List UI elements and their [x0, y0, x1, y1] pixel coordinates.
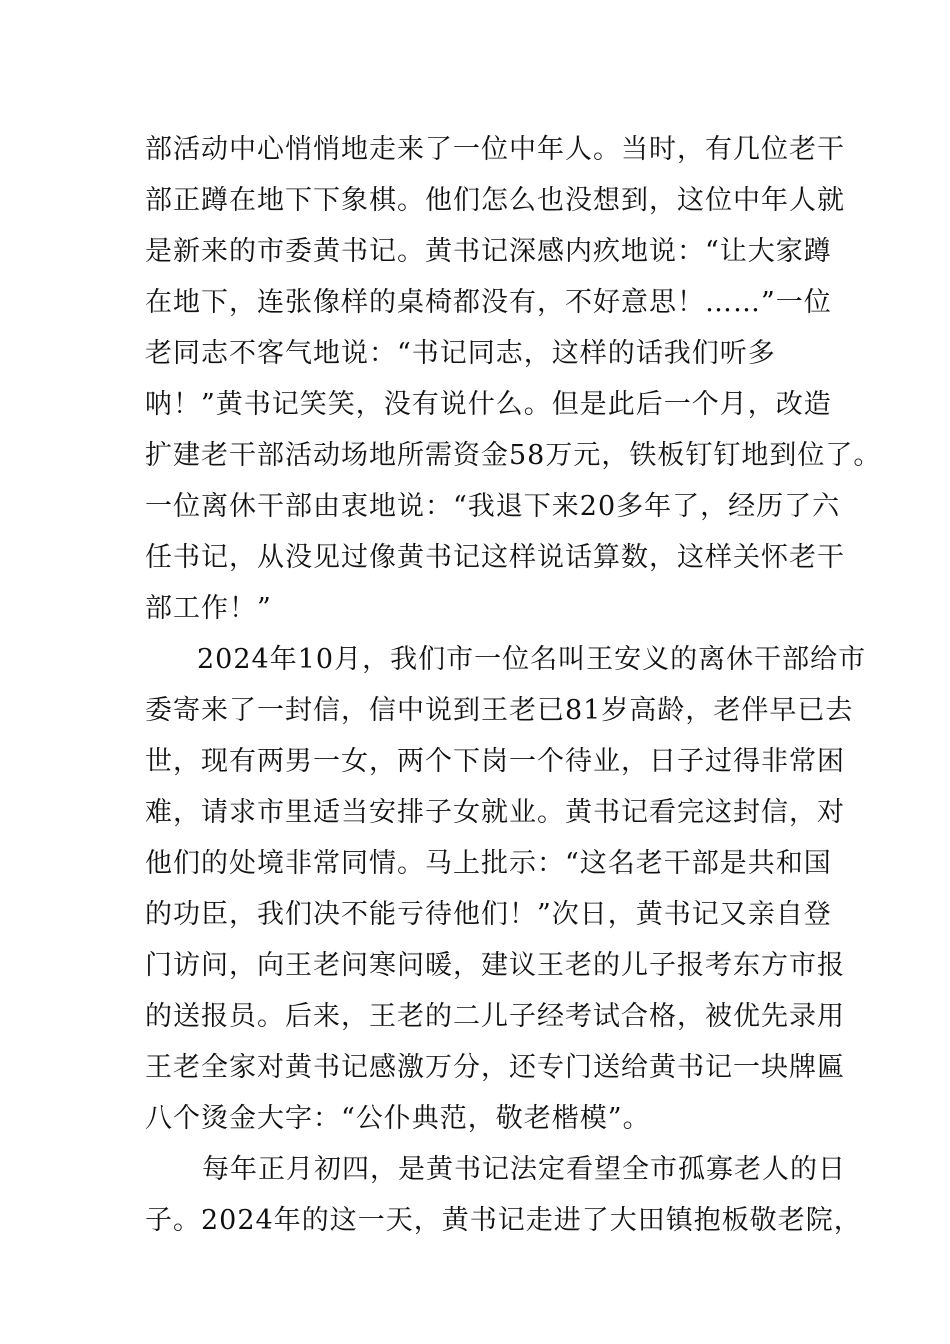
text-line: 的送报员。后来，王老的二儿子经考试合格，被优先录用	[145, 1001, 845, 1032]
text-line: 王老全家对黄书记感激万分，还专门送给黄书记一块牌匾	[145, 1052, 845, 1083]
text-line: 他们的处境非常同情。马上批示：“这名老干部是共和国	[145, 848, 832, 879]
text-line: 一位离休干部由衷地说：“我退下来20多年了，经历了六	[145, 491, 841, 522]
text-line: 八个烫金大字：“公仆典范，敬老楷模”。	[145, 1103, 651, 1134]
text-line: 在地下，连张像样的桌椅都没有，不好意思！……”一位	[145, 287, 832, 318]
text-line: 难，请求市里适当安排子女就业。黄书记看完这封信，对	[145, 797, 845, 828]
text-line: 扩建老干部活动场地所需资金58万元，铁板钉钉地到位了。	[145, 440, 882, 471]
text-line: 部活动中心悄悄地走来了一位中年人。当时，有几位老干	[145, 134, 845, 165]
text-line: 部正蹲在地下下象棋。他们怎么也没想到，这位中年人就	[145, 185, 845, 216]
paragraph-first-line: 2024年10月，我们市一位名叫王安义的离休干部给市	[197, 644, 867, 675]
paragraph-first-line: 每年正月初四，是黄书记法定看望全市孤寡老人的日	[202, 1154, 846, 1185]
text-line: 委寄来了一封信，信中说到王老已81岁高龄，老伴早已去	[145, 695, 854, 726]
text-line: 部工作！”	[145, 593, 272, 624]
text-line: 呐！”黄书记笑笑，没有说什么。但是此后一个月，改造	[145, 389, 832, 420]
text-line: 老同志不客气地说：“书记同志，这样的话我们听多	[145, 338, 776, 369]
text-line: 子。2024年的这一天，黄书记走进了大田镇抱板敬老院，	[145, 1205, 862, 1236]
document-body	[145, 124, 882, 1246]
text-line: 任书记，从没见过像黄书记这样说话算数，这样关怀老干	[145, 542, 845, 573]
text-line: 是新来的市委黄书记。黄书记深感内疚地说：“让大家蹲	[145, 236, 832, 267]
text-line: 门访问，向王老问寒问暖，建议王老的儿子报考东方市报	[145, 950, 845, 981]
text-line: 世，现有两男一女，两个下岗一个待业，日子过得非常困	[145, 746, 845, 777]
text-line: 的功臣，我们决不能亏待他们！”次日，黄书记又亲自登	[145, 899, 832, 930]
